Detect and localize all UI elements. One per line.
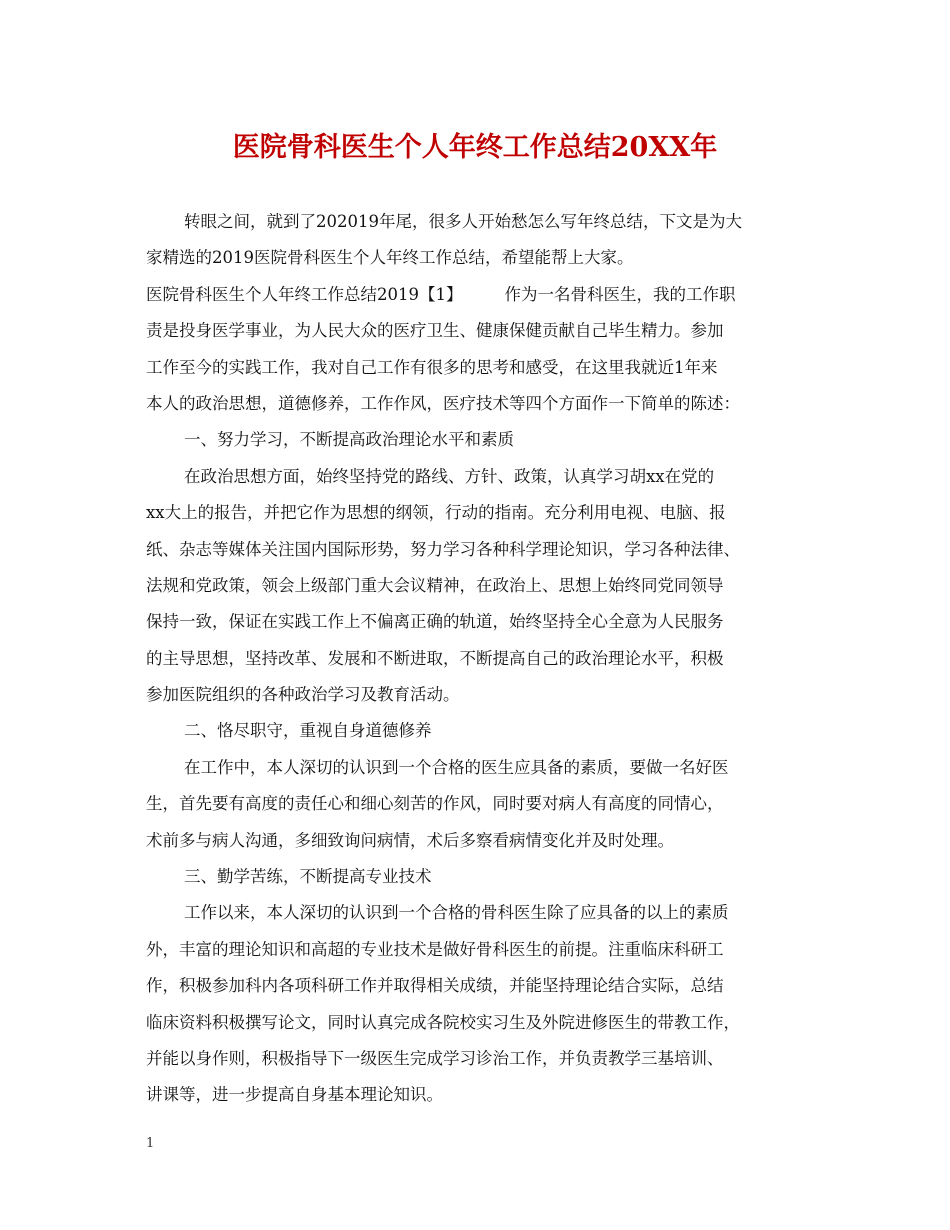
paragraph-skills-line-6: 讲课等，进一步提高自身基本理论知识。 bbox=[146, 1085, 443, 1105]
section-heading-line bbox=[146, 277, 806, 313]
document-title: 医院骨科医生个人年终工作总结20XX年 bbox=[232, 132, 718, 163]
paragraph-skills-line-2: 外，丰富的理论知识和高超的专业技术是做好骨科医生的前提。注重临床科研工 bbox=[146, 939, 724, 959]
subheading-3: 三、勤学苦练，不断提高专业技术 bbox=[184, 867, 432, 887]
paragraph-ethics-line-2: 生，首先要有高度的责任心和细心刻苦的作风，同时要对病人有高度的同情心， bbox=[146, 794, 724, 814]
subheading-2: 二、恪尽职守，重视自身道德修养 bbox=[184, 721, 432, 741]
paragraph-duty-line-4: 本人的政治思想，道德修养，工作作风，医疗技术等四个方面作一下简单的陈述： bbox=[146, 393, 740, 413]
document-body bbox=[146, 204, 806, 1114]
section-heading: 医院骨科医生个人年终工作总结2019【1】 bbox=[146, 284, 463, 304]
paragraph-ethics-line-1: 在工作中，本人深切的认识到一个合格的医生应具备的素质，要做一名好医 bbox=[184, 757, 729, 777]
paragraph-duty-line-3: 工作至今的实践工作，我对自己工作有很多的思考和感受，在这里我就近1年来 bbox=[146, 357, 718, 377]
paragraph-politics-line-4: 法规和党政策，领会上级部门重大会议精神，在政治上、思想上始终同党同领导 bbox=[146, 575, 724, 595]
paragraph-duty-start: 作为一名骨科医生，我的工作职 bbox=[504, 284, 736, 304]
paragraph-duty-line-2: 责是投身医学事业，为人民大众的医疗卫生、健康保健贡献自己毕生精力。参加 bbox=[146, 321, 724, 341]
paragraph-intro-line-2: 家精选的2019医院骨科医生个人年终工作总结，希望能帮上大家。 bbox=[146, 248, 634, 268]
paragraph-politics-line-2: xx大上的报告，并把它作为思想的纲领，行动的指南。充分利用电视、电脑、报 bbox=[146, 503, 726, 523]
paragraph-politics-line-7: 参加医院组织的各种政治学习及教育活动。 bbox=[146, 685, 460, 705]
paragraph-intro-line-1: 转眼之间，就到了202019年尾，很多人开始愁怎么写年终总结，下文是为大 bbox=[184, 212, 742, 231]
paragraph-ethics-line-3: 术前多与病人沟通，多细致询问病情，术后多察看病情变化并及时处理。 bbox=[146, 830, 674, 850]
paragraph-politics-line-6: 的主导思想，坚持改革、发展和不断进取，不断提高自己的政治理论水平，积极 bbox=[146, 648, 724, 668]
paragraph-politics-line-5: 保持一致，保证在实践工作上不偏离正确的轨道，始终坚持全心全意为人民服务 bbox=[146, 612, 724, 632]
paragraph-skills-line-5: 并能以身作则，积极指导下一级医生完成学习诊治工作，并负责教学三基培训、 bbox=[146, 1048, 724, 1068]
page-number: 1 bbox=[146, 1136, 155, 1151]
paragraph-politics-line-3: 纸、杂志等媒体关注国内国际形势，努力学习各种科学理论知识，学习各种法律、 bbox=[146, 539, 740, 559]
subheading-1: 一、努力学习，不断提高政治理论水平和素质 bbox=[184, 430, 514, 450]
paragraph-skills-line-4: 临床资料积极撰写论文，同时认真完成各院校实习生及外院进修医生的带教工作， bbox=[146, 1012, 740, 1032]
paragraph-skills-line-3: 作，积极参加科内各项科研工作并取得相关成绩，并能坚持理论结合实际，总结 bbox=[146, 976, 724, 996]
paragraph-politics-line-1: 在政治思想方面，始终坚持党的路线、方针、政策，认真学习胡xx在党的 bbox=[184, 466, 715, 486]
paragraph-skills-line-1: 工作以来，本人深切的认识到一个合格的骨科医生除了应具备的以上的素质 bbox=[184, 903, 729, 923]
